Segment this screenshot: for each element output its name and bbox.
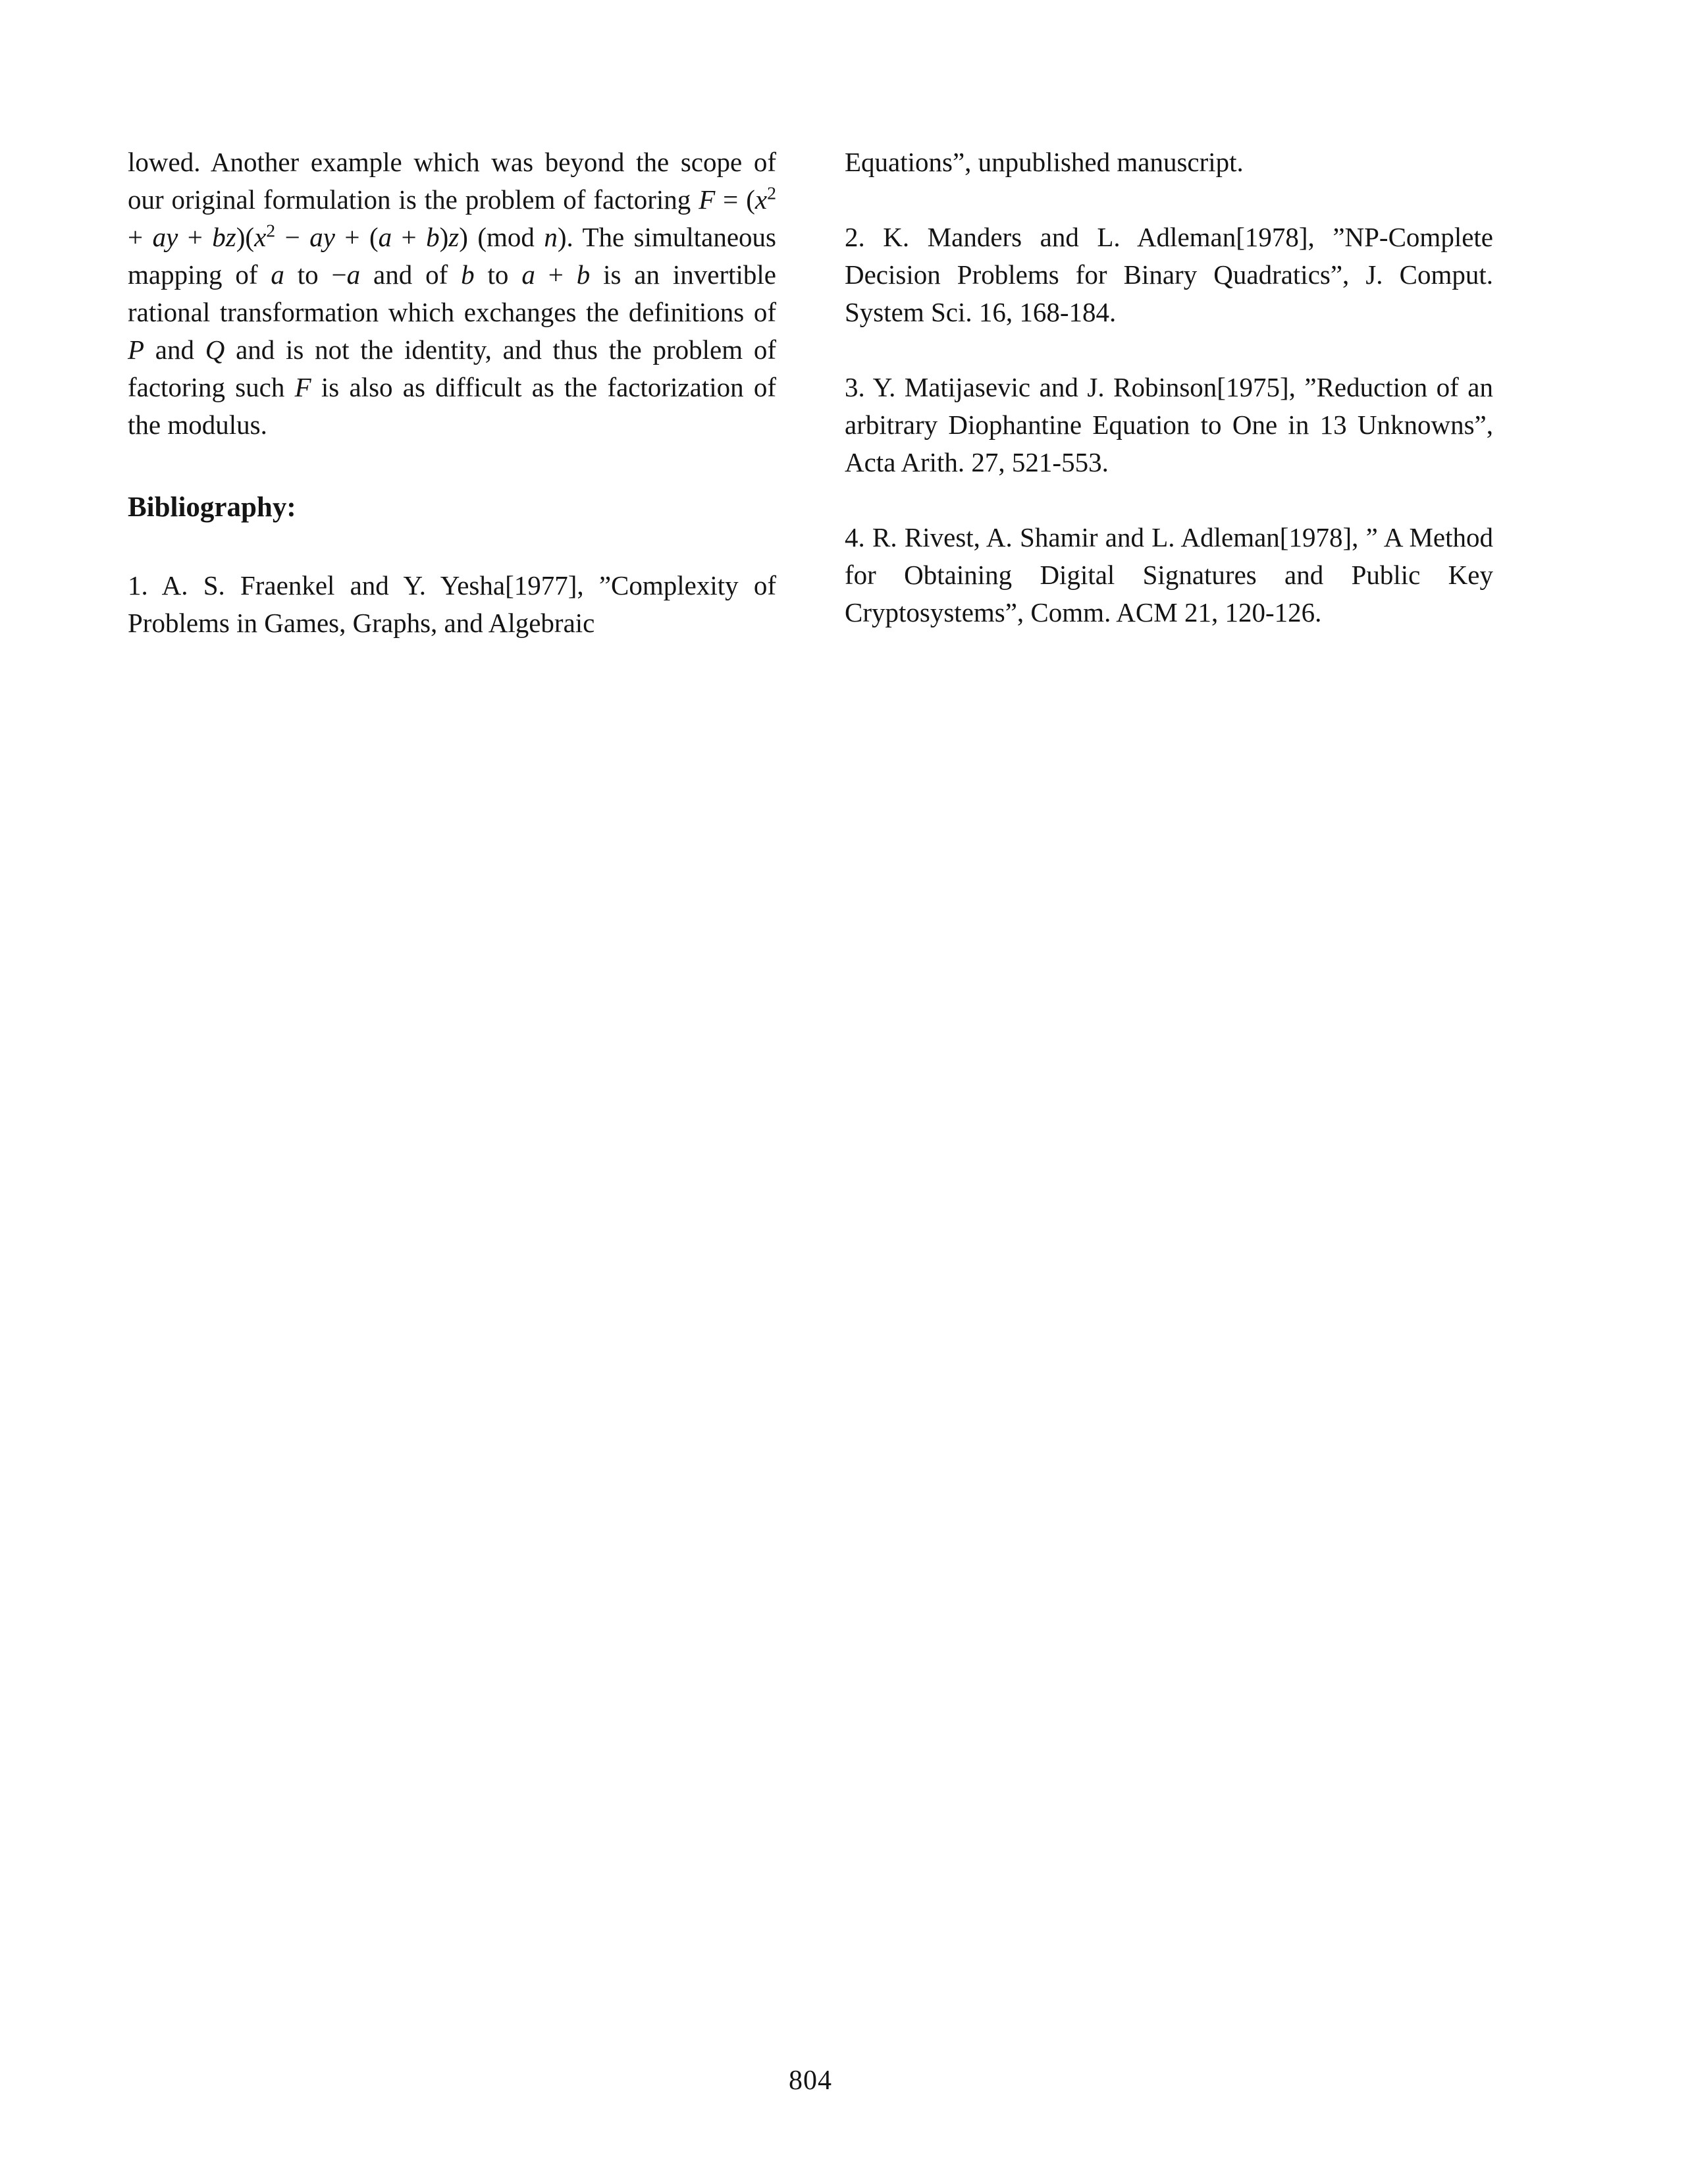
text-columns xyxy=(128,144,1493,679)
bibliography-heading: Bibliography: xyxy=(128,492,296,523)
page-number: 804 xyxy=(789,2065,832,2096)
paragraph-factoring: lowed. Another example which was beyond the scope of our original formulation is the problem of factoring $F = (x^2$ + ay + $bz)(x^2$ − ay + (a + b)z) (mod n). The simultaneous mapping of a to −a and of b to a + b is an invertible rational transformation which exchanges the definitions of P and Q and is not the identity, and thus the problem of factoring such F is also as difficult as the factorization of the modulus. xyxy=(128,147,777,440)
left-column xyxy=(128,144,776,679)
reference-1-continued: Equations”, unpublished manuscript. xyxy=(845,147,1244,177)
reference-4: 4. R. Rivest, A. Shamir and L. Adleman[1978], ” A Method for Obtaining Digital Signatures and Public Key Cryptosystems”, Comm. ACM 21, 120-126. xyxy=(845,522,1493,627)
reference-3: 3. Y. Matijasevic and J. Robinson[1975], ”Reduction of an arbitrary Diophantine Equation to One in 13 Unknowns”, Acta Arith. 27, 521-553. xyxy=(845,372,1493,477)
reference-1: 1. A. S. Fraenkel and Y. Yesha[1977], ”Complexity of Problems in Games, Graphs, and Algebraic xyxy=(128,570,776,638)
reference-2: 2. K. Manders and L. Adleman[1978], ”NP-Complete Decision Problems for Binary Quadratics”, J. Comput. System Sci. 16, 168-184. xyxy=(845,222,1493,327)
right-column xyxy=(845,144,1493,679)
